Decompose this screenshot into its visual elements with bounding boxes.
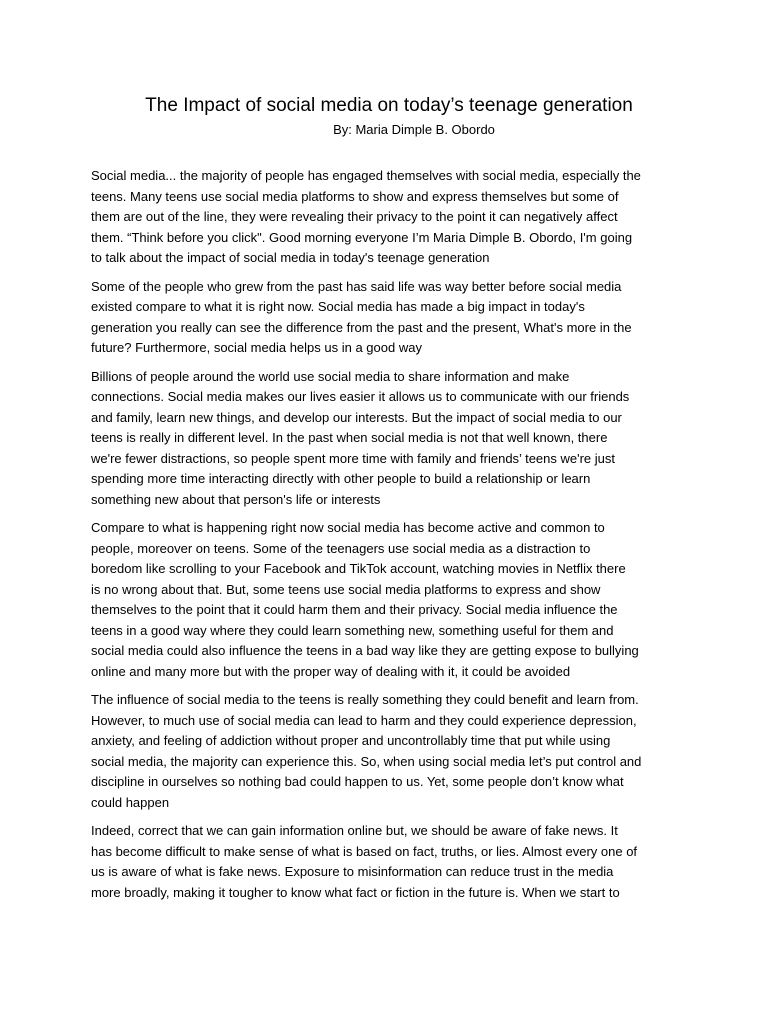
paragraph-3 — [91, 367, 691, 511]
text-line: existed compare to what it is right now. Social media has made a big impact in today's — [91, 299, 585, 314]
text-line: themselves to the point that it could harm them and their privacy. Social media influence the — [91, 602, 618, 617]
text-line: connections. Social media makes our lives easier it allows us to communicate with our friends — [91, 389, 630, 404]
text-line: anxiety, and feeling of addiction without proper and uncontrollably time that put while using — [91, 733, 611, 748]
paragraph-5 — [91, 690, 691, 813]
text-line: spending more time interacting directly with other people to build a relationship or learn — [91, 471, 591, 486]
paragraph-4 — [91, 518, 691, 682]
text-line: them. “Think before you click". Good morning everyone I’m Maria Dimple B. Obordo, I'm going — [91, 229, 633, 245]
text-line: them are out of the line, they were revealing their privacy to the point it can negatively affect — [91, 209, 618, 224]
text-line: future? Furthermore, social media helps us in a good way — [91, 340, 422, 355]
text-line: could happen — [91, 794, 170, 810]
text-line: teens. Many teens use social media platforms to show and express themselves but some of — [91, 188, 619, 204]
text-line: to talk about the impact of social media in today's teenage generation — [91, 250, 490, 265]
text-line: Social media... the majority of people has engaged themselves with social media, especially the — [91, 168, 641, 183]
text-line: something new about that person's life or interests — [91, 491, 381, 507]
text-line: social media could also influence the teens in a bad way like they are getting expose to bullying — [91, 643, 639, 658]
paragraph-2 — [91, 277, 691, 359]
paragraph-6 — [91, 821, 691, 903]
text-line: teens in a good way where they could learn something new, something useful for them and — [91, 622, 614, 638]
text-line: online and many more but with the proper way of dealing with it, it could be avoided — [91, 663, 571, 679]
text-line: boredom like scrolling to your Facebook and TikTok account, watching movies in Netflix there — [91, 561, 626, 576]
text-line: people, moreover on teens. Some of the teenagers use social media as a distraction to — [91, 540, 591, 556]
text-line: generation you really can see the difference from the past and the present, What's more in the — [91, 319, 632, 335]
text-line: and family, learn new things, and develop our interests. But the impact of social media to our — [91, 409, 622, 425]
text-line: Compare to what is happening right now social media has become active and common to — [91, 520, 605, 535]
text-line: we're fewer distractions, so people spent more time with family and friends’ teens we're just — [91, 450, 615, 466]
text-line: social media, the majority can experience this. So, when using social media let’s put control and — [91, 753, 642, 769]
text-line: is no wrong about that. But, some teens use social media platforms to express and show — [91, 581, 601, 597]
text-line: has become difficult to make sense of what is based on fact, truths, or lies. Almost every one of — [91, 843, 638, 859]
text-line: more broadly, making it tougher to know what fact or fiction in the future is. When we start to — [91, 884, 620, 900]
document-byline: By: Maria Dimple B. Obordo — [333, 122, 495, 137]
text-line: us is aware of what is fake news. Exposure to misinformation can reduce trust in the media — [91, 864, 614, 879]
text-line: Some of the people who grew from the past has said life was way better before social media — [91, 278, 622, 294]
paragraph-1 — [91, 166, 691, 269]
text-line: Indeed, correct that we can gain information online but, we should be aware of fake news. It — [91, 823, 618, 838]
text-line: Billions of people around the world use social media to share information and make — [91, 368, 570, 384]
text-line: discipline in ourselves so nothing bad could happen to us. Yet, some people don’t know what — [91, 774, 624, 789]
text-line: The influence of social media to the teens is really something they could benefit and learn from. — [91, 692, 639, 707]
document-body — [91, 166, 691, 911]
text-line: teens is really in different level. In the past when social media is not that well known, there — [91, 430, 608, 445]
document-title: The Impact of social media on today’s teenage generation — [145, 95, 633, 116]
text-line: However, to much use of social media can lead to harm and they could experience depression, — [91, 712, 637, 728]
